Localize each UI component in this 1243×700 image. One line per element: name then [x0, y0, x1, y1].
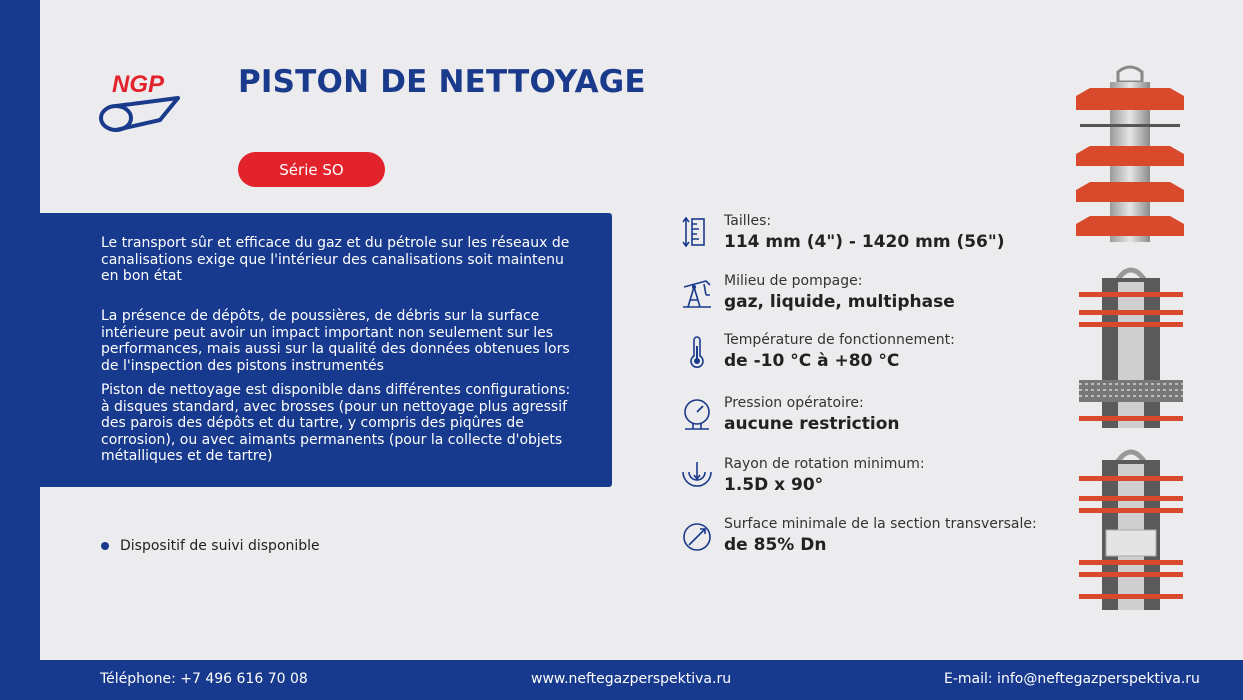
pressure-gauge-icon: [680, 397, 714, 431]
spec-label: Pression opératoire:: [724, 395, 864, 411]
spec-value: aucune restriction: [724, 414, 900, 434]
spec-label: Rayon de rotation minimum:: [724, 456, 925, 472]
series-so-button[interactable]: Série SO: [238, 152, 385, 187]
ruler-icon: [680, 215, 714, 249]
bend-radius-icon: [680, 458, 714, 492]
tracking-bullet: [101, 538, 320, 554]
pump-jack-icon: [680, 275, 714, 309]
bullet-dot: [101, 542, 109, 550]
ngp-logo: [98, 68, 184, 138]
footer-website-link[interactable]: www.neftegazperspektiva.ru: [531, 671, 732, 687]
spec-label: Température de fonctionnement:: [724, 332, 955, 348]
spec-value: de 85% Dn: [724, 535, 827, 555]
spec-temperature: [680, 332, 1050, 378]
diameter-icon: [680, 518, 714, 552]
spec-label: Tailles:: [724, 213, 772, 229]
spec-value: de -10 °C à +80 °C: [724, 351, 900, 371]
brush-pig-image: [1076, 260, 1186, 430]
description-panel: [40, 213, 612, 487]
spec-value: gaz, liquide, multiphase: [724, 292, 955, 312]
spec-value: 114 mm (4") - 1420 mm (56"): [724, 232, 1005, 252]
description-paragraph-3: Piston de nettoyage est disponible dans différentes configurations: à disques standard, avec brosses (pour un nettoyage plus agressif des parois des dépôts et du tartre, y compris des piqûres de corrosion), ou avec aimants permanents (pour la collecte d'objets métalliques et de tartre): [101, 382, 571, 464]
spec-label: Milieu de pompage:: [724, 273, 863, 289]
disc-pig-image: [1070, 62, 1190, 252]
description-paragraph-2: La présence de dépôts, de poussières, de débris sur la surface intérieure peut avoir un impact important non seulement sur les performances, mais aussi sur la qualité des données obtenues lors de l'inspection des pistons instrumentés: [101, 308, 570, 374]
spec-cross-section: [680, 516, 1050, 562]
left-accent-bar: [0, 0, 40, 660]
spec-label: Surface minimale de la section transversale:: [724, 516, 1037, 532]
magnetic-pig-image: [1076, 442, 1186, 614]
spec-sizes: [680, 213, 1050, 259]
thermometer-icon: [680, 334, 714, 368]
description-paragraph-1: Le transport sûr et efficace du gaz et du pétrole sur les réseaux de canalisations exige que l'intérieur des canalisations soit maintenu en bon état: [101, 235, 570, 284]
page-title: PISTON DE NETTOYAGE: [238, 64, 646, 100]
footer-bar: [0, 660, 1243, 700]
spec-pressure: [680, 395, 1050, 441]
spec-bend-radius: [680, 456, 1050, 502]
bullet-text: Dispositif de suivi disponible: [120, 538, 320, 554]
spec-pumping-medium: [680, 273, 1050, 319]
spec-value: 1.5D x 90°: [724, 475, 824, 495]
logo-text: NGP: [112, 71, 165, 98]
footer-email-link[interactable]: E-mail: info@neftegazperspektiva.ru: [944, 671, 1200, 687]
footer-phone[interactable]: Téléphone: +7 496 616 70 08: [100, 671, 308, 687]
